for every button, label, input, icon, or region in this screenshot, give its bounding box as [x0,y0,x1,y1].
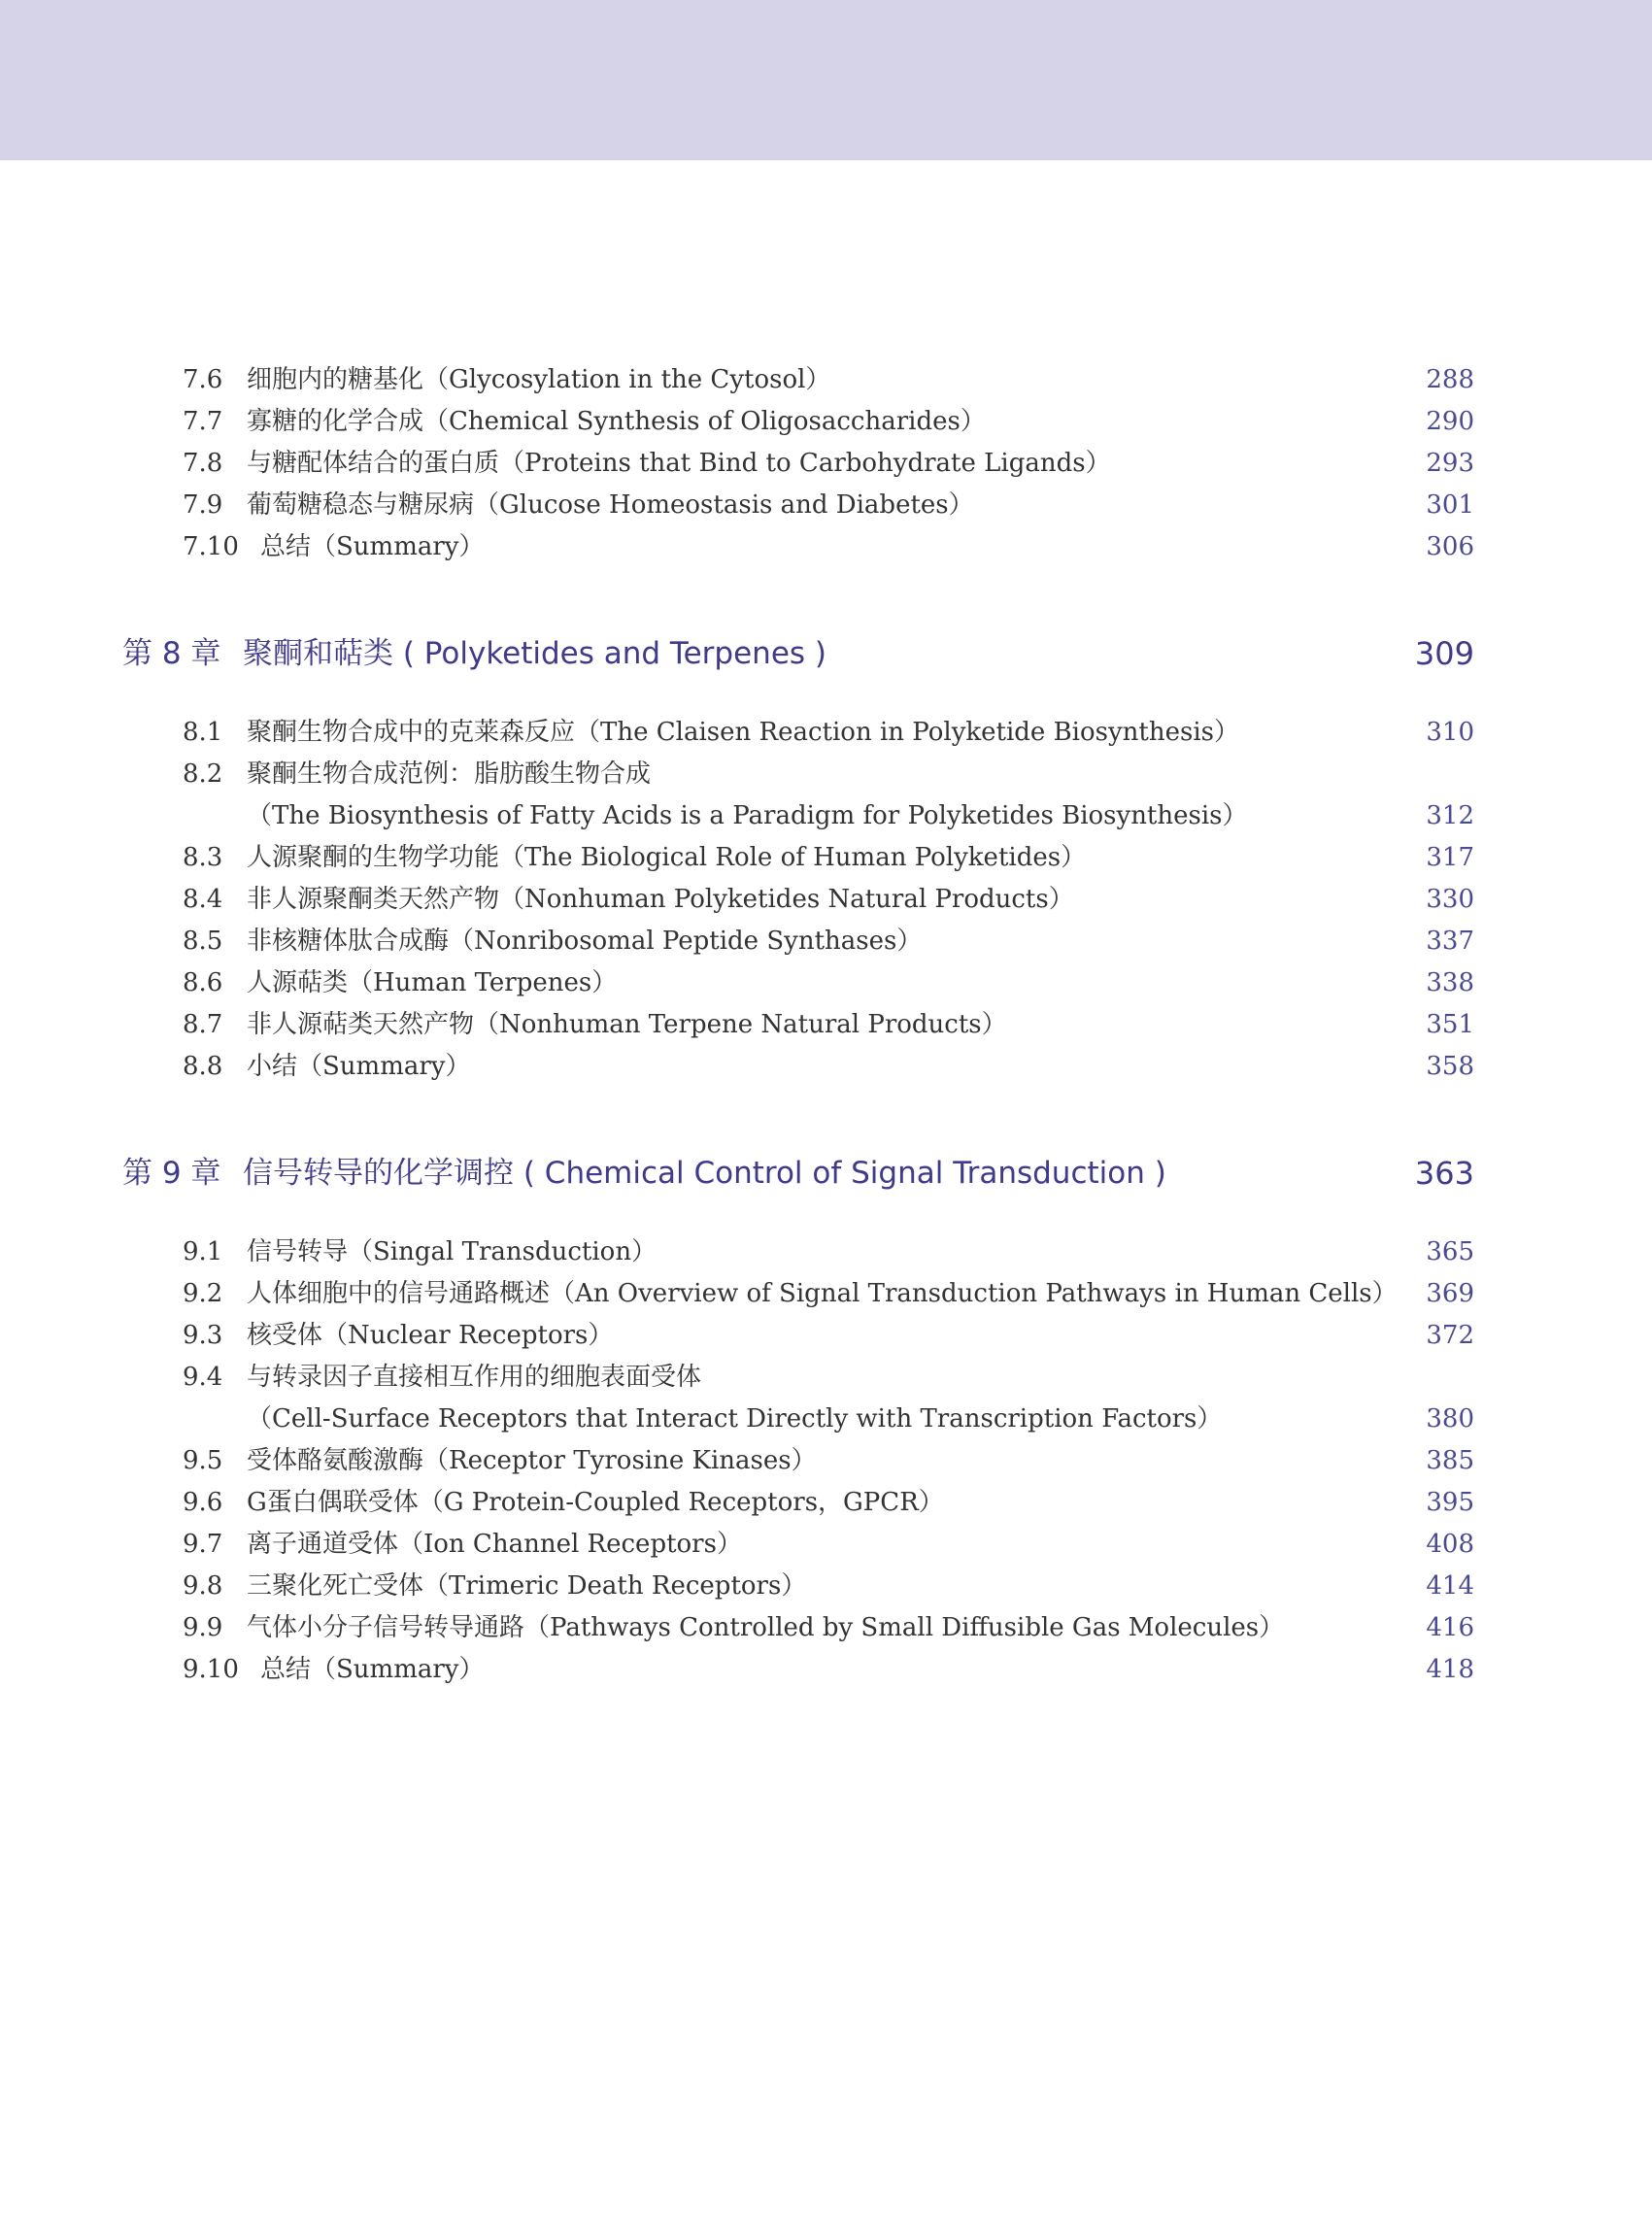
header-band [0,0,1652,160]
section-page: 351 [1426,1010,1474,1039]
section-title: 人体细胞中的信号通路概述（An Overview of Signal Transduction Pathways in Human Cells） [247,1279,1398,1308]
toc-entry-8-8[interactable] [122,1046,1474,1088]
section-number: 9.10 [183,1655,239,1684]
toc-entry-9-10[interactable] [122,1649,1474,1691]
section-title: 聚酮生物合成中的克莱森反应（The Claisen Reaction in Polyketide Biosynthesis） [247,718,1240,747]
section-title: 非人源聚酮类天然产物（Nonhuman Polyketides Natural Products） [247,885,1074,914]
section-title: 寡糖的化学合成（Chemical Synthesis of Oligosaccharides） [247,407,986,436]
section-title: 聚酮生物合成范例：脂肪酸生物合成 [247,759,652,789]
section-title: 受体酪氨酸激酶（Receptor Tyrosine Kinases） [247,1446,817,1475]
section-page: 372 [1426,1321,1474,1350]
section-number: 8.5 [183,927,223,956]
toc-entry-9-9[interactable] [122,1607,1474,1649]
toc-entry-7-9[interactable] [122,485,1474,526]
toc-entry-9-6[interactable] [122,1482,1474,1524]
toc-entry-8-7[interactable] [122,1004,1474,1046]
section-page: 330 [1426,885,1474,914]
toc-entry-7-7[interactable] [122,401,1474,443]
section-title: 总结（Summary） [260,532,485,561]
chapter-title: 信号转导的化学调控 ( Chemical Control of Signal Transduction ) [243,1156,1166,1191]
chapter-label: 第 9 章 [122,1156,221,1191]
toc-entry-9-4[interactable] [122,1357,1474,1399]
section-page: 293 [1426,449,1474,478]
section-page: 380 [1426,1404,1474,1433]
toc-entry-9-2[interactable] [122,1273,1474,1315]
section-number: 8.4 [183,885,223,914]
section-page: 337 [1426,927,1474,956]
section-number: 8.2 [183,759,223,789]
section-title: 气体小分子信号转导通路（Pathways Controlled by Small Diffusible Gas Molecules） [247,1613,1285,1642]
table-of-contents [122,359,1474,1691]
toc-entry-8-2-continued[interactable] [122,795,1474,837]
section-number: 9.2 [183,1279,223,1308]
chapter-title: 聚酮和萜类 ( Polyketides and Terpenes ) [243,636,826,671]
toc-entry-9-4-continued[interactable] [122,1399,1474,1440]
section-title: G蛋白偶联受体（G Protein-Coupled Receptors，GPCR） [247,1488,944,1517]
toc-entry-7-8[interactable] [122,443,1474,485]
toc-entry-9-3[interactable] [122,1315,1474,1357]
section-number: 9.7 [183,1530,223,1559]
section-page: 416 [1426,1613,1474,1642]
section-number: 9.6 [183,1488,223,1517]
section-page: 290 [1426,407,1474,436]
chapter-label: 第 8 章 [122,636,221,671]
section-number: 8.8 [183,1052,223,1081]
section-number: 8.1 [183,718,223,747]
section-title: （Cell-Surface Receptors that Interact Directly with Transcription Factors） [247,1404,1223,1433]
section-number: 9.5 [183,1446,223,1475]
section-page: 306 [1426,532,1474,561]
section-title: 细胞内的糖基化（Glycosylation in the Cytosol） [247,365,831,394]
toc-entry-9-7[interactable] [122,1524,1474,1566]
section-title: 人源萜类（Human Terpenes） [247,968,618,997]
chapter-heading-8[interactable] [122,624,1474,683]
toc-entry-8-4[interactable] [122,879,1474,921]
section-page: 310 [1426,718,1474,747]
section-number: 7.9 [183,490,223,520]
section-page: 418 [1426,1655,1474,1684]
section-number: 7.7 [183,407,223,436]
chapter-page: 309 [1414,635,1474,672]
section-title: 小结（Summary） [247,1052,471,1081]
section-number: 7.8 [183,449,223,478]
section-page: 414 [1426,1571,1474,1601]
section-number: 9.1 [183,1237,223,1266]
section-page: 312 [1426,801,1474,830]
section-title: 核受体（Nuclear Receptors） [247,1321,614,1350]
section-page: 365 [1426,1237,1474,1266]
section-title: 非人源萜类天然产物（Nonhuman Terpene Natural Products） [247,1010,1007,1039]
section-number: 9.8 [183,1571,223,1601]
section-page: 317 [1426,843,1474,872]
section-number: 9.9 [183,1613,223,1642]
toc-entry-8-3[interactable] [122,837,1474,879]
section-page: 369 [1426,1279,1474,1308]
chapter-page: 363 [1414,1155,1474,1192]
section-page: 358 [1426,1052,1474,1081]
section-title: 三聚化死亡受体（Trimeric Death Receptors） [247,1571,807,1601]
section-title: 葡萄糖稳态与糖尿病（Glucose Homeostasis and Diabetes） [247,490,974,520]
chapter-heading-9[interactable] [122,1144,1474,1202]
section-page: 338 [1426,968,1474,997]
toc-entry-8-1[interactable] [122,712,1474,754]
toc-entry-9-8[interactable] [122,1566,1474,1607]
section-title: （The Biosynthesis of Fatty Acids is a Paradigm for Polyketides Biosynthesis） [247,801,1248,830]
section-title: 总结（Summary） [260,1655,485,1684]
section-page: 385 [1426,1446,1474,1475]
section-title: 非核糖体肽合成酶（Nonribosomal Peptide Synthases） [247,927,923,956]
section-page: 288 [1426,365,1474,394]
section-number: 7.6 [183,365,223,394]
toc-entry-9-5[interactable] [122,1440,1474,1482]
section-title: 离子通道受体（Ion Channel Receptors） [247,1530,742,1559]
toc-entry-9-1[interactable] [122,1231,1474,1273]
section-title: 信号转导（Singal Transduction） [247,1237,657,1266]
section-number: 9.4 [183,1363,223,1392]
section-title: 与转录因子直接相互作用的细胞表面受体 [247,1363,702,1392]
toc-entry-8-2[interactable] [122,754,1474,795]
section-number: 8.7 [183,1010,223,1039]
toc-entry-8-5[interactable] [122,921,1474,962]
section-page: 301 [1426,490,1474,520]
toc-entry-7-6[interactable] [122,359,1474,401]
toc-entry-7-10[interactable] [122,526,1474,568]
section-number: 7.10 [183,532,239,561]
section-number: 9.3 [183,1321,223,1350]
section-page: 395 [1426,1488,1474,1517]
section-page: 408 [1426,1530,1474,1559]
section-number: 8.6 [183,968,223,997]
section-number: 8.3 [183,843,223,872]
toc-entry-8-6[interactable] [122,962,1474,1004]
section-title: 人源聚酮的生物学功能（The Biological Role of Human Polyketides） [247,843,1087,872]
section-title: 与糖配体结合的蛋白质（Proteins that Bind to Carbohydrate Ligands） [247,449,1111,478]
